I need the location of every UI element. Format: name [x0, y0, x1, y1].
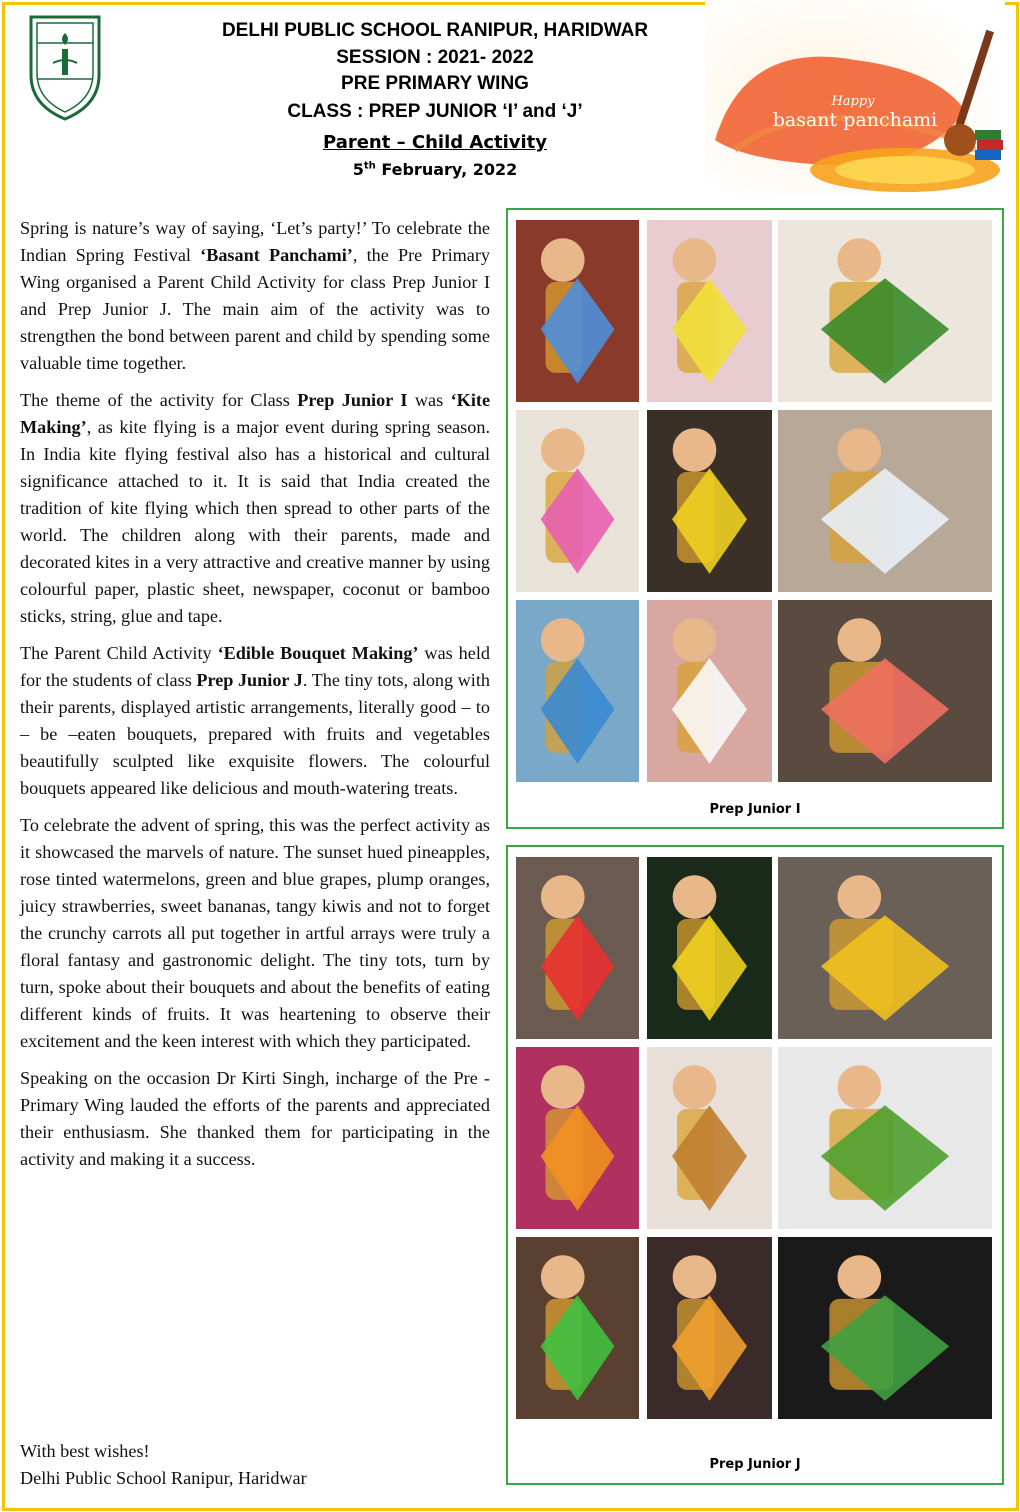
activity-photo	[778, 857, 992, 1039]
school-logo	[25, 13, 105, 123]
activity-photo	[647, 600, 772, 782]
activity-title: Parent – Child Activity	[322, 132, 548, 153]
event-date: 5th February, 2022	[352, 160, 518, 179]
paragraph-3: The Parent Child Activity ‘Edible Bouquet Making’ was held for the students of class Prep Junior J. The tiny tots, along with their parents, displayed artistic arrangements, literally good – to – be –eaten bouquets, prepared with fruits and vegetables beautifully sculpted like exquisite flowers. The colourful bouquets appeared like delicious and mouth-watering treats.	[20, 643, 491, 798]
activity-photo	[647, 410, 772, 592]
paragraph-1: Spring is nature’s way of saying, ‘Let’s party!’ To celebrate the Indian Spring Festival ‘Basant Panchami’, the Pre Primary Wing organised a Parent Child Activity for class Prep Junior I and Prep Junior J. The main aim of the activity was to strengthen the bond between parent and child by spending some valuable time together.	[20, 218, 491, 373]
school-name: DELHI PUBLIC SCHOOL RANIPUR, HARIDWAR	[221, 20, 649, 41]
activity-photo	[516, 857, 639, 1039]
closing-wishes: With best wishes!	[20, 1441, 150, 1461]
activity-photo	[516, 410, 639, 592]
basant-panchami-banner	[705, 0, 1005, 195]
article-body	[20, 215, 490, 1183]
paragraph-4: To celebrate the advent of spring, this was the perfect activity as it showcased the marvels of nature. The sunset hued pineapples, rose tinted watermelons, green and blue grapes, plump oranges, juicy strawberries, sweet bananas, tangy kiwis and not to forget the crunchy carrots all put together in artful arrays were truly a floral fantasy and gastronomic delight. The tiny tots, turn by turn, spoke about their bouquets and about the benefits of eating different kinds of fruits. It was heartening to observe their excitement and the keen interest with which they participated.	[20, 815, 490, 1051]
activity-photo	[647, 1047, 772, 1229]
paragraph-5: Speaking on the occasion Dr Kirti Singh, incharge of the Pre - Primary Wing lauded the efforts of the parents and appreciated their enthusiasm. She thanked them for participating in the activity and making it a success.	[20, 1068, 490, 1169]
activity-photo	[778, 1047, 992, 1229]
activity-photo	[516, 600, 639, 782]
class-line: CLASS : PREP JUNIOR ‘I’ and ‘J’	[287, 101, 583, 122]
activity-photo	[647, 857, 772, 1039]
paragraph-2: The theme of the activity for Class Prep Junior I was ‘Kite Making’, as kite flying is a major event during spring season. In India kite flying festival also has a historical and cultural significance attached to it. It is said that India created the tradition of kite flying which then spread to other parts of the world. The children along with their parents, made and decorated kites in a very attractive and creative manner by using colourful paper, plastic sheet, newspaper, coconut or bamboo sticks, string, glue and tape.	[20, 390, 491, 626]
activity-photo	[516, 1047, 639, 1229]
activity-photo	[778, 1237, 992, 1419]
activity-photo	[778, 600, 992, 782]
activity-photo	[778, 410, 992, 592]
banner-happy-text: Happy	[831, 94, 875, 109]
banner-festival-text: basant panchami	[772, 109, 938, 131]
activity-photo	[516, 220, 639, 402]
wing: PRE PRIMARY WING	[341, 73, 529, 94]
activity-photo	[647, 1237, 772, 1419]
closing-signature: Delhi Public School Ranipur, Haridwar	[20, 1468, 307, 1488]
activity-photo	[516, 1237, 639, 1419]
gallery-prep-junior-i	[506, 208, 1004, 829]
gallery-caption: Prep Junior I	[709, 802, 801, 817]
session: SESSION : 2021- 2022	[336, 47, 534, 68]
activity-photo	[647, 220, 772, 402]
closing	[20, 1438, 307, 1492]
activity-photo	[778, 220, 992, 402]
gallery-prep-junior-j	[506, 845, 1004, 1485]
gallery-caption: Prep Junior J	[709, 1457, 801, 1472]
